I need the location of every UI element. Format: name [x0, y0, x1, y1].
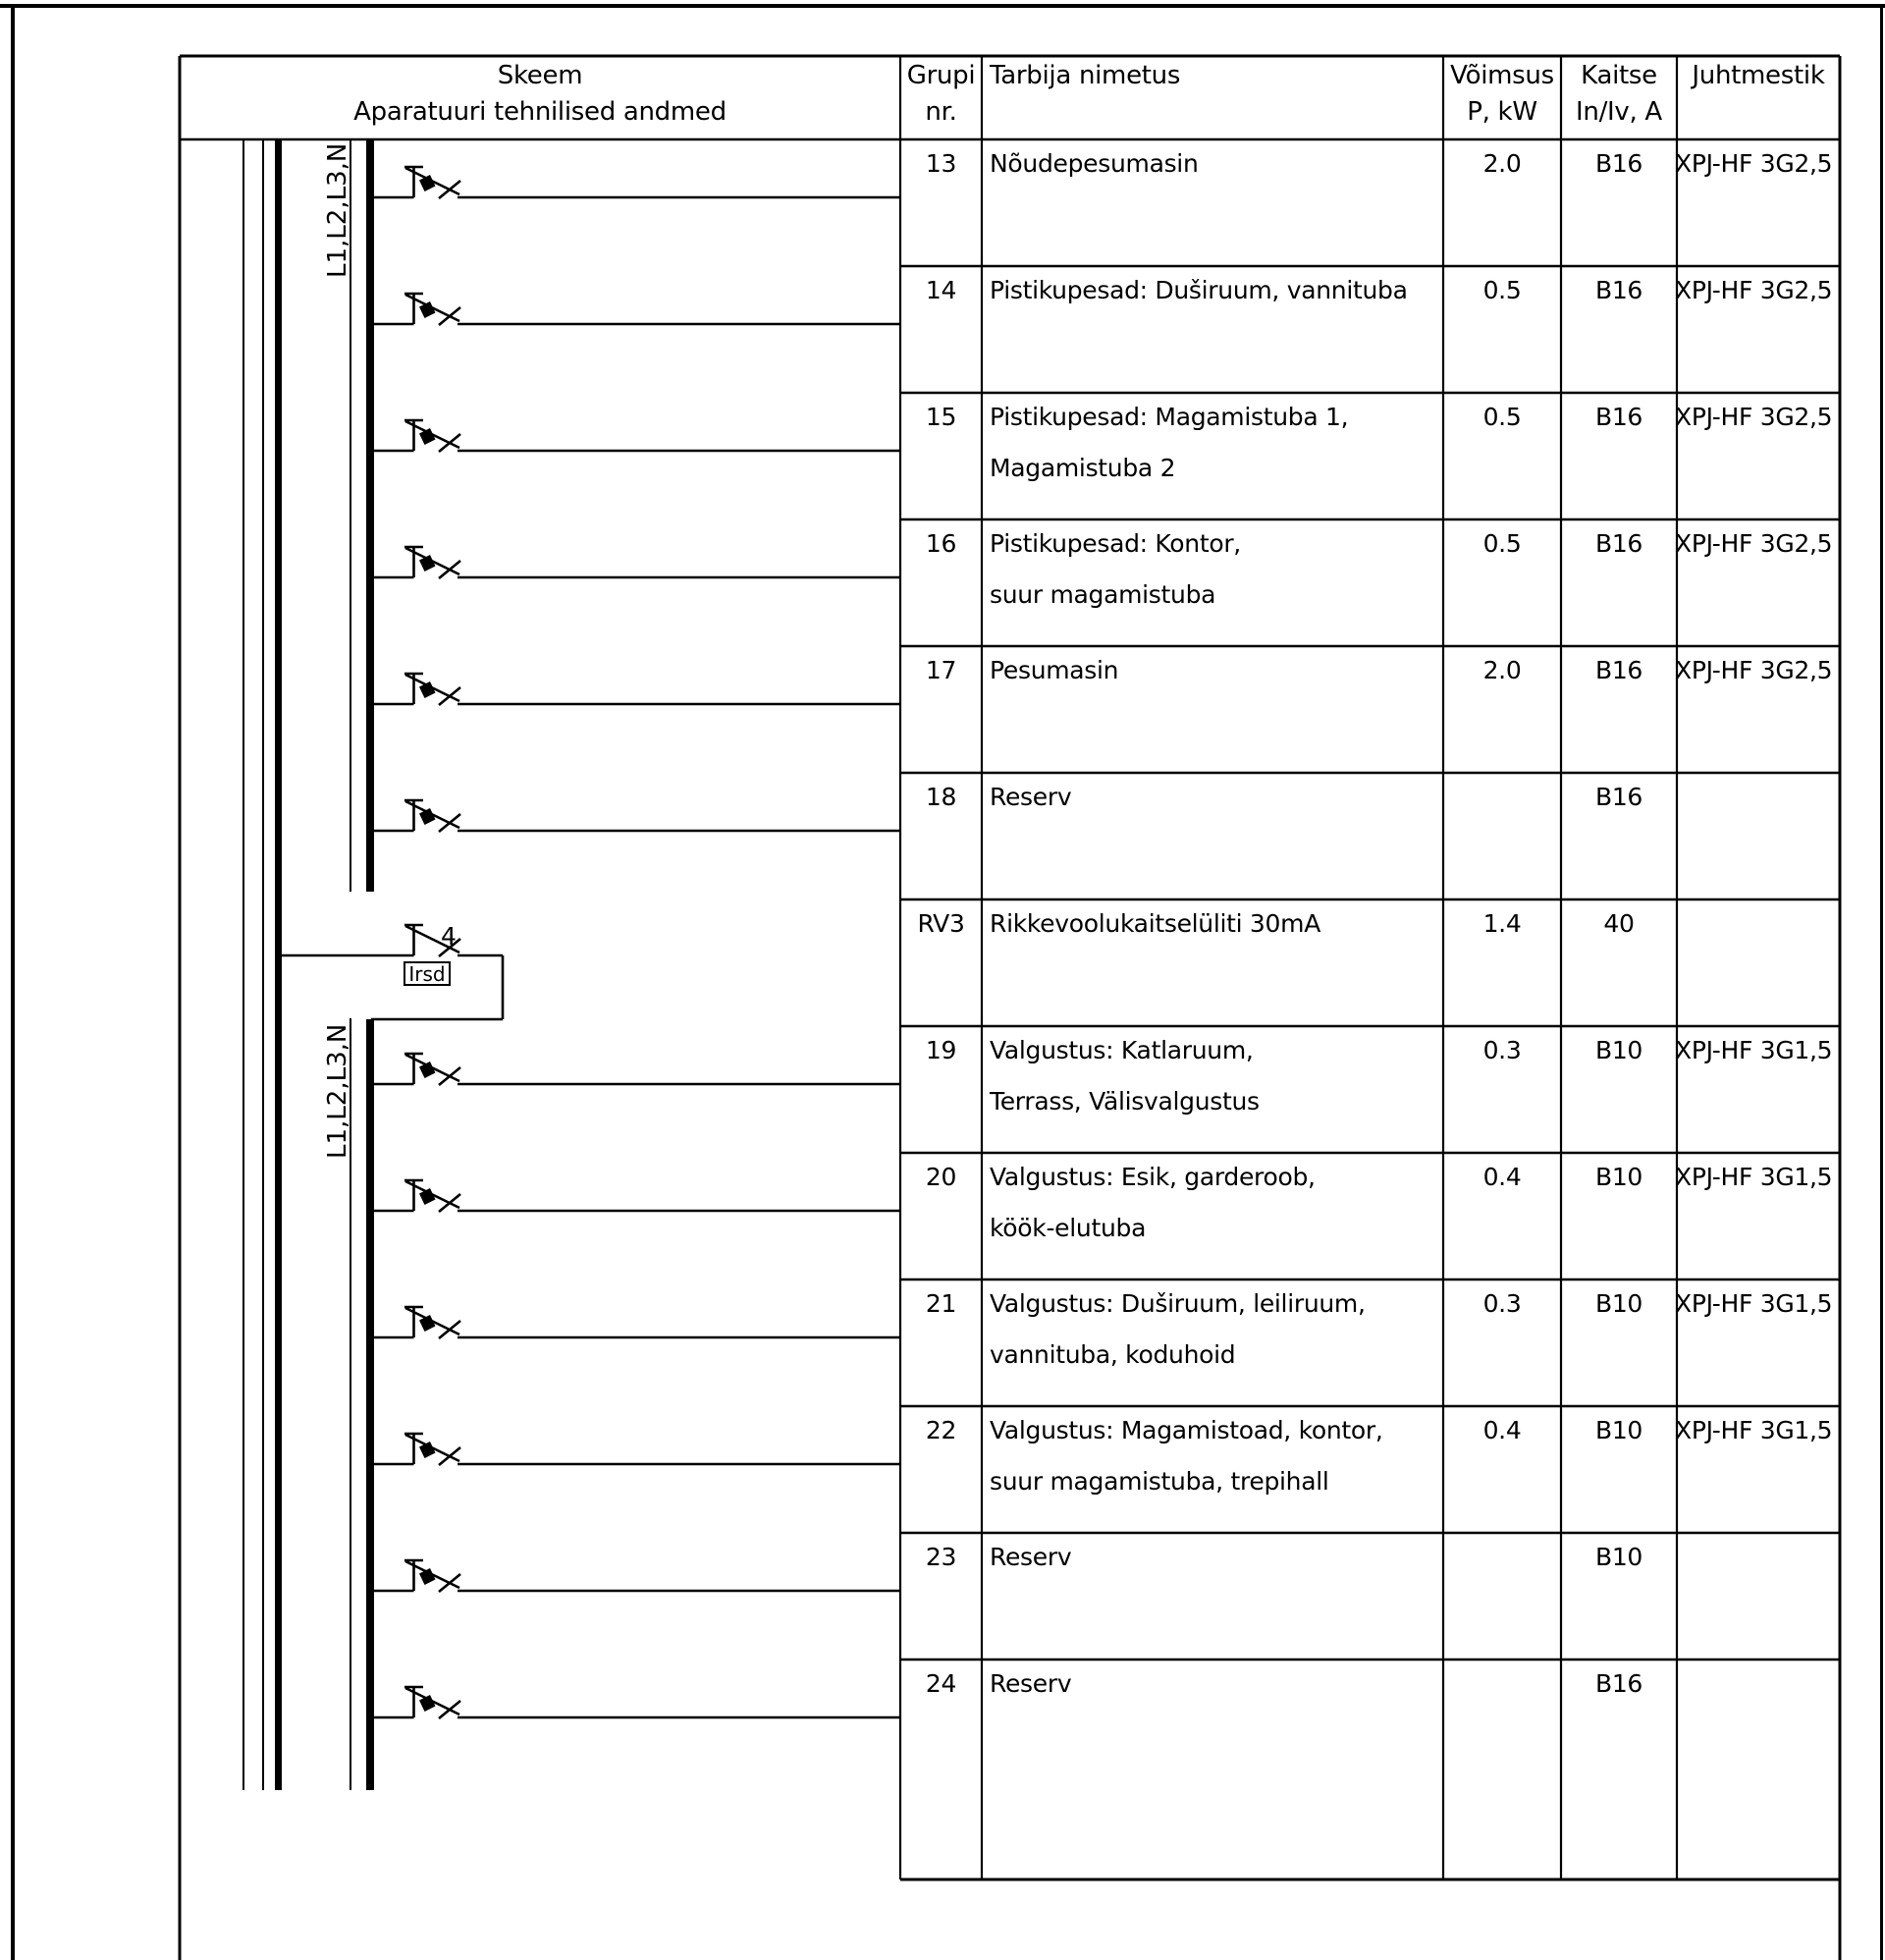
consumer-name-line1: Pistikupesad: Magamistuba 1, — [990, 403, 1349, 431]
table-row — [0, 393, 1885, 519]
consumer-name-line1: Pistikupesad: Duširuum, vannituba — [990, 276, 1408, 304]
col-header-group-nr: Grupi — [906, 61, 976, 90]
group-number: 13 — [925, 149, 957, 178]
consumer-name-line1: Valgustus: Duširuum, leiliruum, — [990, 1289, 1366, 1318]
consumer-name-line1: Reserv — [990, 783, 1072, 811]
consumer-name-line1: Valgustus: Esik, garderoob, — [990, 1163, 1316, 1191]
cable-type: XPJ-HF 3G2,5 — [1675, 149, 1833, 178]
consumer-name-line2: suur magamistuba, trepihall — [990, 1467, 1329, 1496]
group-number: 15 — [925, 403, 957, 431]
power-value: 0.5 — [1482, 529, 1522, 558]
fuse-rating: B16 — [1594, 149, 1643, 178]
group-number: 24 — [925, 1669, 957, 1698]
consumer-name-line2: köök-elutuba — [990, 1214, 1147, 1242]
table-row — [0, 1153, 1885, 1279]
col-header-fuse: Kaitse — [1581, 61, 1657, 90]
fuse-rating: B16 — [1594, 529, 1643, 558]
col-header-power: Võimsus — [1450, 61, 1554, 90]
power-value: 0.4 — [1482, 1416, 1522, 1444]
cable-type: XPJ-HF 3G2,5 — [1675, 276, 1833, 304]
fuse-rating: B10 — [1594, 1036, 1643, 1064]
group-number: 17 — [925, 656, 957, 684]
consumer-name-line2: Magamistuba 2 — [990, 454, 1176, 482]
consumer-name-line1: Reserv — [990, 1669, 1072, 1698]
consumer-name-line1: Rikkevoolukaitselüliti 30mA — [990, 909, 1320, 938]
fuse-rating: B10 — [1594, 1163, 1643, 1191]
fuse-rating: B10 — [1594, 1289, 1643, 1318]
bus-label-top: L1,L2,L3,N — [323, 142, 352, 278]
table-row — [0, 646, 1885, 773]
consumer-name-line2: vannituba, koduhoid — [990, 1340, 1236, 1369]
table-row — [0, 266, 1885, 393]
power-value: 0.5 — [1482, 276, 1522, 304]
table-row — [0, 1660, 1885, 1879]
col-header-consumer-name: Tarbija nimetus — [990, 61, 1181, 90]
consumer-name-line1: Pesumasin — [990, 656, 1119, 684]
fuse-rating: B16 — [1594, 403, 1643, 431]
power-value: 2.0 — [1482, 149, 1522, 178]
group-number: RV3 — [917, 909, 965, 938]
fuse-rating: B16 — [1594, 1669, 1643, 1698]
col-header-power-unit: P, kW — [1467, 97, 1537, 127]
consumer-name-line1: Pistikupesad: Kontor, — [990, 529, 1241, 558]
table-row — [0, 519, 1885, 646]
power-value: 1.4 — [1482, 909, 1522, 938]
group-number: 19 — [925, 1036, 957, 1064]
power-value: 0.5 — [1482, 403, 1522, 431]
table-row — [0, 1533, 1885, 1660]
table-row — [0, 1026, 1885, 1153]
cable-type: XPJ-HF 3G1,5 — [1675, 1036, 1833, 1064]
col-header-fuse-unit: In/Iv, A — [1576, 97, 1662, 127]
power-value: 0.3 — [1482, 1036, 1522, 1064]
col-header-skeem: Skeem — [497, 61, 583, 90]
fuse-rating: B10 — [1594, 1416, 1643, 1444]
consumer-name-line1: Reserv — [990, 1543, 1072, 1571]
fuse-rating: B16 — [1594, 276, 1643, 304]
rcd-box-label: Irsd — [408, 962, 446, 986]
consumer-name-line1: Valgustus: Katlaruum, — [990, 1036, 1254, 1064]
cable-type: XPJ-HF 3G2,5 — [1675, 656, 1833, 684]
group-number: 20 — [925, 1163, 957, 1191]
consumer-name-line2: suur magamistuba — [990, 580, 1216, 609]
cable-type: XPJ-HF 3G1,5 — [1675, 1289, 1833, 1318]
group-number: 16 — [925, 529, 957, 558]
power-value: 0.3 — [1482, 1289, 1522, 1318]
group-number: 23 — [925, 1543, 957, 1571]
cable-type: XPJ-HF 3G2,5 — [1675, 529, 1833, 558]
bus-label-bottom: L1,L2,L3,N — [323, 1023, 352, 1159]
group-number: 18 — [925, 783, 957, 811]
cable-type: XPJ-HF 3G1,5 — [1675, 1416, 1833, 1444]
cable-type: XPJ-HF 3G2,5 — [1675, 403, 1833, 431]
consumer-name-line2: Terrass, Välisvalgustus — [990, 1087, 1260, 1116]
cable-type: XPJ-HF 3G1,5 — [1675, 1163, 1833, 1191]
rcd-pole-count-label: 4 — [441, 922, 457, 951]
table-row — [0, 899, 1885, 1026]
col-header-skeem-subtitle: Aparatuuri tehnilised andmed — [353, 97, 727, 127]
col-header-group-nr-line2: nr. — [925, 97, 957, 127]
col-header-wiring: Juhtmestik — [1692, 61, 1825, 90]
group-number: 14 — [925, 276, 957, 304]
fuse-rating: B16 — [1594, 656, 1643, 684]
group-number: 21 — [925, 1289, 957, 1318]
group-number: 22 — [925, 1416, 957, 1444]
power-value: 2.0 — [1482, 656, 1522, 684]
table-row — [0, 773, 1885, 899]
table-row — [0, 1406, 1885, 1533]
fuse-rating: B10 — [1594, 1543, 1643, 1571]
table-row — [0, 1279, 1885, 1406]
fuse-rating: 40 — [1603, 909, 1635, 938]
table-row — [0, 139, 1885, 266]
consumer-name-line1: Nõudepesumasin — [990, 149, 1199, 178]
consumer-name-line1: Valgustus: Magamistoad, kontor, — [990, 1416, 1383, 1444]
fuse-rating: B16 — [1594, 783, 1643, 811]
power-value: 0.4 — [1482, 1163, 1522, 1191]
